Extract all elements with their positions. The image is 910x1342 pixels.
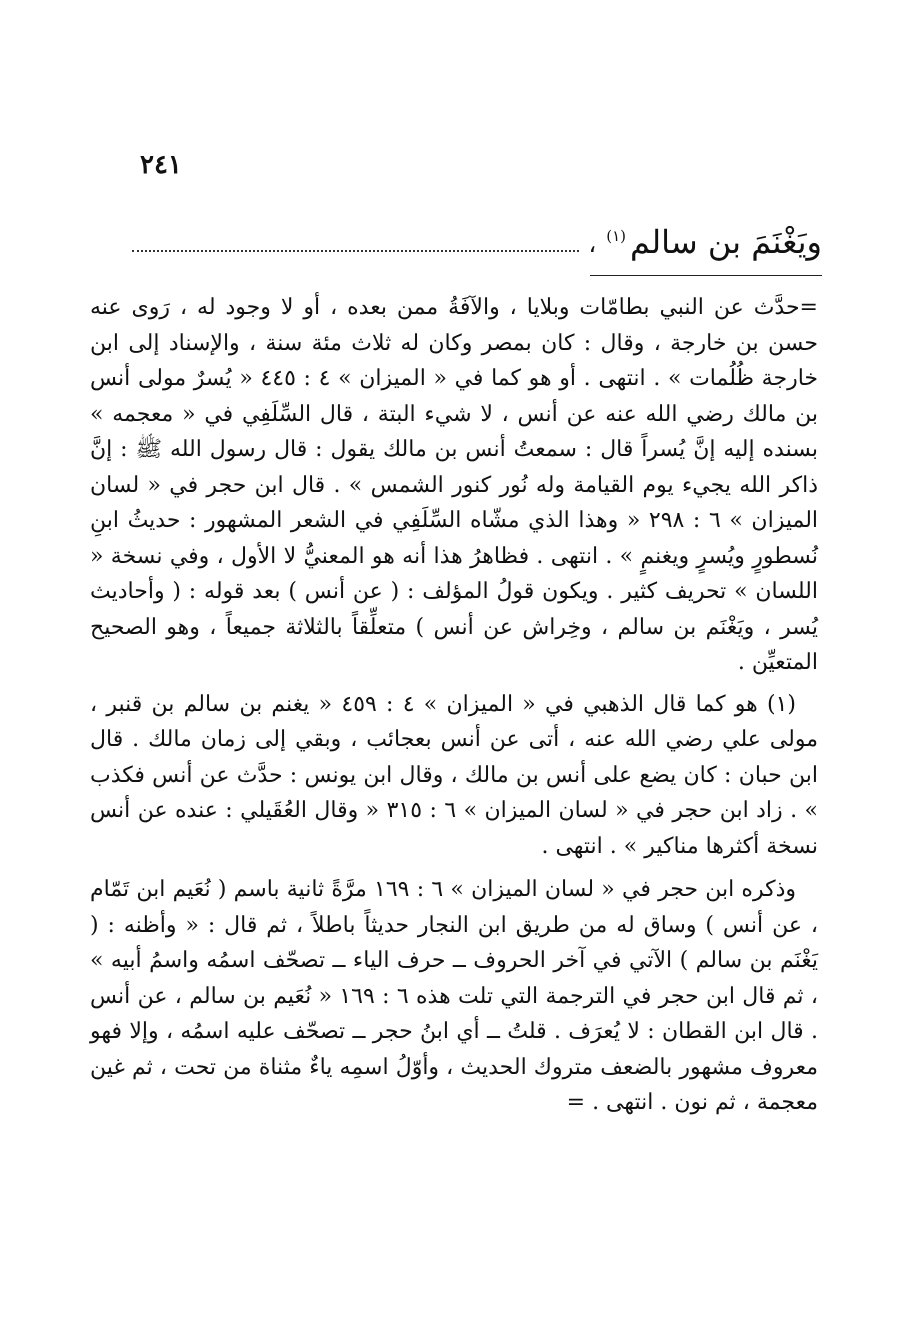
main-text-separator: ، bbox=[588, 230, 597, 258]
footnote-continuation: =حدَّث عن النبي بطامّات وبلايا ، والآفَةُ ممن بعده ، أو لا وجود له ، رَوى عنه حسن بن خارجة ، وقال : كان بمصر وكان له ثلاث مئة سنة ، والإسناد إلى ابن خارجة ظُلُمات » . انتهى . أو هو كما في « الميزان » ٤ : ٤٤٥ « يُسرٌ مولى أنس بن مالك رضي الله عنه عن أنس ، لا شيء البتة ، قال السِّلَفِي في « معجمه » بسنده إليه إنَّ يُسراً قال : سمعتُ أنس بن مالك يقول : قال رسول الله ﷺ : إنَّ ذاكر الله يجيء يوم القيامة وله نُور كنور الشمس » . قال ابن حجر في « لسان الميزان » ٦ : ٢٩٨ « وهذا الذي مشّاه السِّلَفِي في الشعر المشهور : حديثُ ابنِ نُسطورٍ ويُسرٍ ويغنمٍ » . انتهى . فظاهرُ هذا أنه هو المعنيُّ لا الأول ، وفي نسخة « اللسان » تحريف كثير . ويكون قولُ المؤلف : ( عن أنس ) بعد قوله : ( وأحاديث يُسر ، ويَغْنَم بن سالم ، وخِراش عن أنس ) متعلِّقاً بالثلاثة جميعاً ، وهو الصحيح المتعيِّن . bbox=[90, 295, 819, 675]
dotted-leader bbox=[132, 250, 579, 252]
footnote-marker: (١) bbox=[606, 227, 627, 246]
main-text-words: ويَغْنَمَ بن سالم bbox=[630, 223, 822, 261]
main-text-phrase bbox=[602, 223, 822, 261]
page-number: ٢٤١ bbox=[140, 150, 182, 180]
main-text-line bbox=[132, 208, 822, 261]
footnote-1-paragraph-2: وذكره ابن حجر في « لسان الميزان » ٦ : ١٦٩ مرَّةً ثانية باسم ( نُعَيم ابن تَمّام ، عن أنس ) وساق له من طريق ابن النجار حديثاً باطلاً ، ثم قال : « وأظنه : ( يَغْنَم بن سالم ) الآتي في آخر الحروف ــ حرف الياء ــ تصحّف اسمُه واسمُ أبيه » ، ثم قال ابن حجر في الترجمة التي تلت هذه ٦ : ١٦٩ « نُعَيم بن سالم ، عن أنس . قال ابن القطان : لا يُعرَف . قلتُ ــ أي ابنُ حجر ــ تصحّف عليه اسمُه ، وإلا فهو معروف مشهور بالضعف متروك الحديث ، وأوّلُ اسمِه ياءٌ مثناة من تحت ، ثم غين معجمة ، ثم نون . انتهى . = bbox=[90, 877, 818, 1115]
footnotes-section bbox=[90, 290, 818, 1121]
footnote-1-paragraph-1: (١) هو كما قال الذهبي في « الميزان » ٤ : ٤٥٩ « يغنم بن سالم بن قنبر ، مولى علي رضي الله عنه ، أتى عن أنس بعجائب ، وبقي إلى زمان مالك . قال ابن حبان : كان يضع على أنس بن مالك ، وقال ابن يونس : حدَّث عن أنس فكذب » . زاد ابن حجر في « لسان الميزان » ٦ : ٣١٥ « وقال العُقَيلي : عنده عن أنس نسخة أكثرها مناكير » . انتهى . bbox=[90, 691, 819, 859]
footnote-separator-rule bbox=[590, 275, 822, 276]
